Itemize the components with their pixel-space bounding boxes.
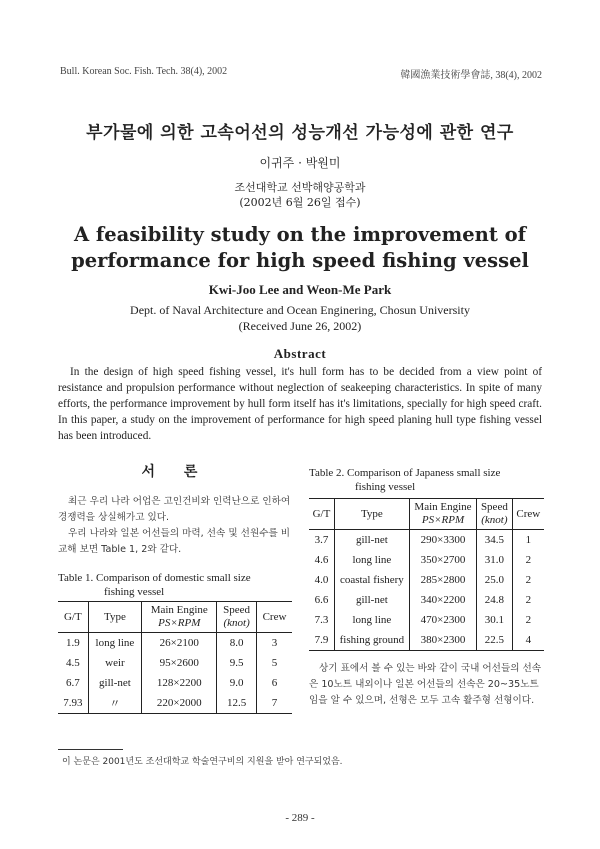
table1-header-speed-line2: (knot) bbox=[223, 617, 250, 629]
table2-header-engine bbox=[409, 499, 476, 530]
cell-gt: 3.7 bbox=[309, 530, 334, 551]
table-row bbox=[309, 550, 544, 570]
cell-engine: 290×3300 bbox=[409, 530, 476, 551]
korean-title: 부가물에 의한 고속어선의 성능개선 가능성에 관한 연구 bbox=[86, 123, 514, 143]
table1-header-speed-line1: Speed bbox=[223, 604, 251, 616]
cell-type: fishing ground bbox=[334, 630, 409, 651]
cell-engine: 340×2200 bbox=[409, 590, 476, 610]
cell-type: long line bbox=[88, 633, 142, 654]
table1-header-gt: G/T bbox=[58, 602, 88, 633]
cell-crew: 2 bbox=[525, 574, 532, 586]
table2-header-crew: Crew bbox=[512, 499, 544, 530]
table2-caption-line1: Table 2. Comparison of Japaness small size bbox=[309, 467, 501, 479]
journal-header-right: 韓國漁業技術學會誌, 38(4), 2002 bbox=[400, 70, 542, 81]
table-row bbox=[309, 610, 544, 630]
table1-caption-line2: fishing vessel bbox=[104, 586, 165, 598]
page-number: - 289 - bbox=[285, 812, 315, 824]
cell-engine: 470×2300 bbox=[409, 610, 476, 630]
korean-affiliation-block bbox=[0, 180, 600, 210]
cell-gt: 6.7 bbox=[58, 673, 88, 693]
cell-speed: 12.5 bbox=[217, 693, 257, 714]
table1-header-engine bbox=[142, 602, 217, 633]
cell-crew: 7 bbox=[256, 693, 292, 714]
cell-type: weir bbox=[88, 653, 142, 673]
table-row bbox=[309, 630, 544, 651]
cell-speed: 22.5 bbox=[477, 630, 513, 651]
table1-header-row bbox=[58, 602, 292, 633]
korean-authors: 이귀주 · 박원미 bbox=[259, 156, 341, 170]
table2-japanese-vessels bbox=[309, 498, 544, 651]
cell-speed: 25.0 bbox=[477, 570, 513, 590]
table-row bbox=[58, 653, 292, 673]
cell-engine: 26×2100 bbox=[142, 633, 217, 654]
english-affiliation-block bbox=[0, 302, 600, 334]
cell-speed: 8.0 bbox=[217, 633, 257, 654]
cell-crew: 2 bbox=[525, 594, 532, 606]
table2-header-engine-line1: Main Engine bbox=[414, 501, 472, 513]
cell-engine: 380×2300 bbox=[409, 630, 476, 651]
cell-speed: 34.5 bbox=[477, 530, 513, 551]
intro-paragraph-1: 최근 우리 나라 어업은 고인건비와 인력난으로 인하여 경쟁력을 상실해가고 있다. bbox=[58, 496, 291, 523]
cell-crew: 3 bbox=[271, 637, 278, 649]
cell-gt: 4.5 bbox=[58, 653, 88, 673]
cell-crew: 2 bbox=[525, 614, 532, 626]
english-authors: Kwi-Joo Lee and Weon-Me Park bbox=[208, 282, 392, 297]
table-row bbox=[309, 590, 544, 610]
cell-crew: 4 bbox=[512, 630, 544, 651]
table-row bbox=[309, 570, 544, 590]
cell-gt: 7.93 bbox=[58, 693, 88, 714]
cell-type: 〃 bbox=[88, 693, 142, 714]
cell-type: gill-net bbox=[334, 530, 409, 551]
cell-gt: 4.6 bbox=[309, 550, 334, 570]
table1-header-engine-line1: Main Engine bbox=[150, 604, 208, 616]
cell-speed: 30.1 bbox=[477, 610, 513, 630]
cell-engine: 128×2200 bbox=[142, 673, 217, 693]
cell-type: long line bbox=[334, 550, 409, 570]
footnote-divider bbox=[58, 749, 123, 750]
table1-header-crew: Crew bbox=[256, 602, 292, 633]
cell-gt: 7.9 bbox=[309, 630, 334, 651]
cell-speed: 9.0 bbox=[217, 673, 257, 693]
table1-header-speed bbox=[217, 602, 257, 633]
section-heading-introduction: 서 론 bbox=[141, 464, 210, 480]
cell-speed: 9.5 bbox=[217, 653, 257, 673]
cell-crew: 6 bbox=[271, 677, 278, 689]
table2-caption-line2: fishing vessel bbox=[355, 481, 416, 493]
abstract-heading: Abstract bbox=[273, 346, 327, 361]
cell-crew: 1 bbox=[525, 534, 532, 546]
english-title bbox=[0, 222, 600, 274]
table1-caption bbox=[58, 571, 298, 599]
english-title-line2: performance for high speed fishing vessel bbox=[71, 249, 529, 272]
right-column-paragraph: 상기 표에서 볼 수 있는 바와 같이 국내 어선들의 선속은 10노트 내외이나 일본 어선들의 선속은 20~35노트임을 알 수 있으며, 선형은 모두 고속 활주형 선형이다. bbox=[309, 663, 542, 706]
footnote: 이 논문은 2001년도 조선대학교 학술연구비의 지원을 받아 연구되었음. bbox=[62, 757, 343, 767]
cell-crew: 5 bbox=[271, 657, 278, 669]
cell-engine: 220×2000 bbox=[142, 693, 217, 714]
table1-header-type: Type bbox=[88, 602, 142, 633]
intro-paragraph-2: 우리 나라와 일본 어선들의 마력, 선속 및 선원수를 비교해 보면 Table 1, 2와 같다. bbox=[58, 528, 291, 555]
abstract-text: In the design of high speed fishing vessel, it's hull form has to be decided from a view point of resistance and propulsion performance without neglection of seakeeping characteristics. In spite of many efforts, the performance improvement by hull form itself has it's limitations, specially for high speed craft. In this paper, a study on the improvement of performance for high speed planing hull type fishing vessel has been introduced. bbox=[58, 366, 542, 442]
table1-header-engine-line2: PS×RPM bbox=[158, 617, 201, 629]
english-affiliation: Dept. of Naval Architecture and Ocean Enginering, Chosun University bbox=[130, 303, 470, 317]
table2-header-speed bbox=[477, 499, 513, 530]
table2-header-type: Type bbox=[334, 499, 409, 530]
table1-caption-line1: Table 1. Comparison of domestic small size bbox=[58, 572, 251, 584]
table2-header-speed-line2: (knot) bbox=[481, 514, 508, 526]
table-row bbox=[58, 633, 292, 654]
cell-engine: 95×2600 bbox=[142, 653, 217, 673]
table-row bbox=[58, 673, 292, 693]
cell-type: gill-net bbox=[88, 673, 142, 693]
korean-affiliation: 조선대학교 선박해양공학과 bbox=[234, 181, 366, 194]
english-title-line1: A feasibility study on the improvement of bbox=[73, 223, 527, 246]
table2-caption bbox=[309, 466, 544, 494]
table2-header-row bbox=[309, 499, 544, 530]
cell-speed: 31.0 bbox=[477, 550, 513, 570]
cell-type: long line bbox=[334, 610, 409, 630]
table-row bbox=[58, 693, 292, 714]
cell-speed: 24.8 bbox=[477, 590, 513, 610]
cell-type: coastal fishery bbox=[334, 570, 409, 590]
cell-type: gill-net bbox=[334, 590, 409, 610]
korean-received-date: (2002년 6월 26일 접수) bbox=[239, 196, 361, 209]
table2-header-engine-line2: PS×RPM bbox=[421, 514, 465, 526]
cell-crew: 2 bbox=[525, 554, 532, 566]
english-received-date: (Received June 26, 2002) bbox=[238, 319, 362, 333]
cell-engine: 285×2800 bbox=[409, 570, 476, 590]
table2-header-gt: G/T bbox=[309, 499, 334, 530]
cell-gt: 4.0 bbox=[309, 570, 334, 590]
journal-header-left: Bull. Korean Soc. Fish. Tech. 38(4), 2002 bbox=[60, 66, 228, 77]
table2-header-speed-line1: Speed bbox=[480, 501, 508, 513]
table1-domestic-vessels bbox=[58, 601, 292, 714]
table-row bbox=[309, 530, 544, 551]
cell-engine: 350×2700 bbox=[409, 550, 476, 570]
cell-gt: 7.3 bbox=[309, 610, 334, 630]
cell-gt: 1.9 bbox=[58, 633, 88, 654]
cell-gt: 6.6 bbox=[309, 590, 334, 610]
